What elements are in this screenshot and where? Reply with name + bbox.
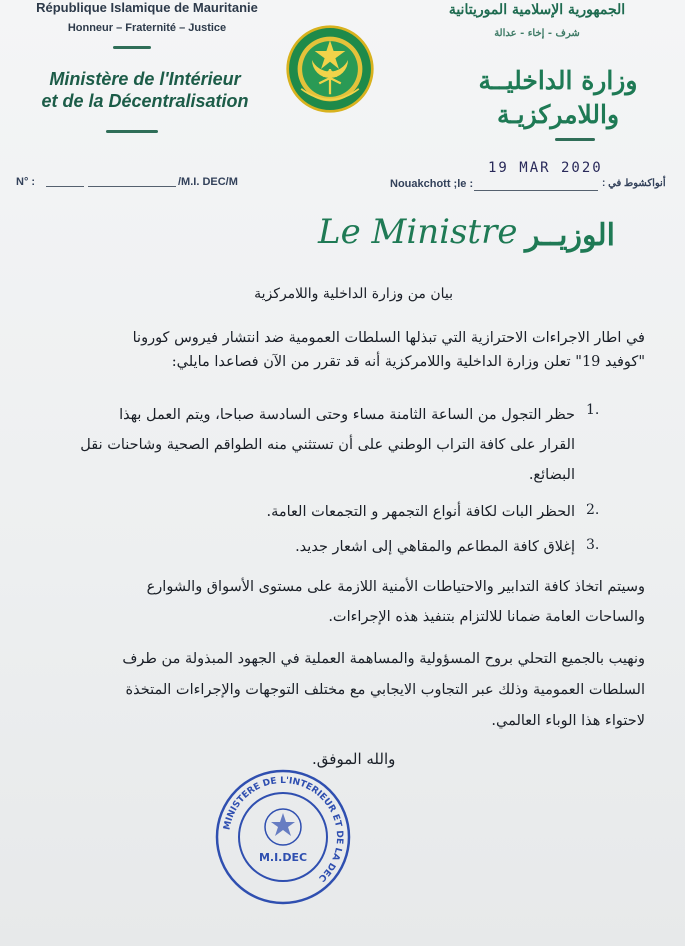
blank-line: [474, 190, 598, 191]
minister-title-ar: الوزيــر: [525, 218, 615, 253]
list-item-line: القرار على كافة التراب الوطني على أن تستثني منه الطواقم الصحية وشاحنات نقل: [80, 437, 575, 453]
list-item-1: [35, 400, 575, 490]
statement-title: بيان من وزارة الداخلية واللامركزية: [254, 286, 453, 302]
intro-paragraph: [45, 326, 645, 374]
fr-letterhead: [22, 0, 272, 34]
divider: [113, 46, 151, 49]
reference-number-suffix: /M.I. DEC/M: [178, 176, 238, 188]
list-number: 3.: [586, 537, 600, 553]
ar-ministry-name: [453, 64, 663, 132]
stamp-ring-text: MINISTERE DE L'INTERIEUR ET DE LA DEC: [222, 775, 345, 883]
list-item-line: البضائع.: [528, 467, 575, 483]
measures-paragraph: [25, 572, 645, 632]
list-item-line: حظر التجول من الساعة الثامنة مساء وحتى السادسة صباحا، ويتم العمل بهذا: [119, 407, 575, 423]
ar-ministry-line2: واللامركزيـة: [496, 100, 620, 129]
divider: [106, 130, 158, 133]
appeal-line: لاحتواء هذا الوباء العالمي.: [491, 713, 645, 729]
fr-ministry-line1: Ministère de l'Intérieur: [49, 69, 241, 89]
place-date-fr: Nouakchott ;le :: [390, 178, 474, 190]
fr-ministry-name: [10, 68, 280, 112]
date-stamp: 19 MAR 2020: [488, 160, 603, 176]
closing-phrase: والله الموفق.: [312, 750, 396, 768]
divider: [555, 138, 595, 141]
official-stamp-icon: [213, 767, 353, 907]
fr-ministry-line2: et de la Décentralisation: [41, 91, 249, 111]
appeal-line: ونهيب بالجميع التحلي بروح المسؤولية والمساهمة العملية في الجهود المبذولة من طرف: [122, 651, 645, 667]
measures-line: وسيتم اتخاذ كافة التدابير والاحتياطات الأمنية اللازمة على مستوى الأسواق والشوارع: [146, 579, 645, 595]
stamp-center-text: M.I.DEC: [258, 851, 308, 864]
national-emblem-icon: [285, 24, 375, 114]
fr-republic: République Islamique de Mauritanie: [36, 0, 258, 15]
reference-number-prefix: N° :: [16, 176, 36, 188]
intro-line: "كوفيد 19" تعلن وزارة الداخلية واللامركزية أنه قد تقرر من الآن فصاعدا مايلي:: [171, 354, 645, 370]
appeal-line: السلطات العمومية وذلك عبر التجاوب الايجابي مع مختلف التوجهات والإجراءات المتخذة: [125, 682, 645, 698]
list-number: 2.: [586, 502, 600, 518]
ar-ministry-line1: وزارة الداخليــة: [478, 66, 638, 95]
ar-republic: الجمهورية الإسلامية الموريتانية: [448, 2, 626, 18]
measures-line: والساحات العامة ضمانا للالتزام بتنفيذ هذه الإجراءات.: [328, 609, 645, 625]
list-item-3: إغلاق كافة المطاعم والمقاهي إلى اشعار جديد.: [295, 539, 575, 555]
blank-line: [88, 186, 176, 187]
blank-line: [46, 186, 84, 187]
minister-title-fr: Le Ministre: [318, 212, 518, 252]
ar-motto: شرف - إخاء - عدالة: [494, 28, 580, 39]
place-date-ar: أنواكشوط في :: [602, 178, 666, 189]
intro-line: في اطار الاجراءات الاحترازية التي تبذلها السلطات العمومية ضد انتشار فيروس كورونا: [132, 330, 645, 346]
ar-letterhead: [407, 2, 667, 39]
list-number: 1.: [586, 402, 600, 418]
list-item-2: الحظر البات لكافة أنواع التجمهر و التجمعات العامة.: [266, 504, 575, 520]
fr-motto: Honneur – Fraternité – Justice: [67, 22, 227, 34]
appeal-paragraph: [25, 644, 645, 737]
